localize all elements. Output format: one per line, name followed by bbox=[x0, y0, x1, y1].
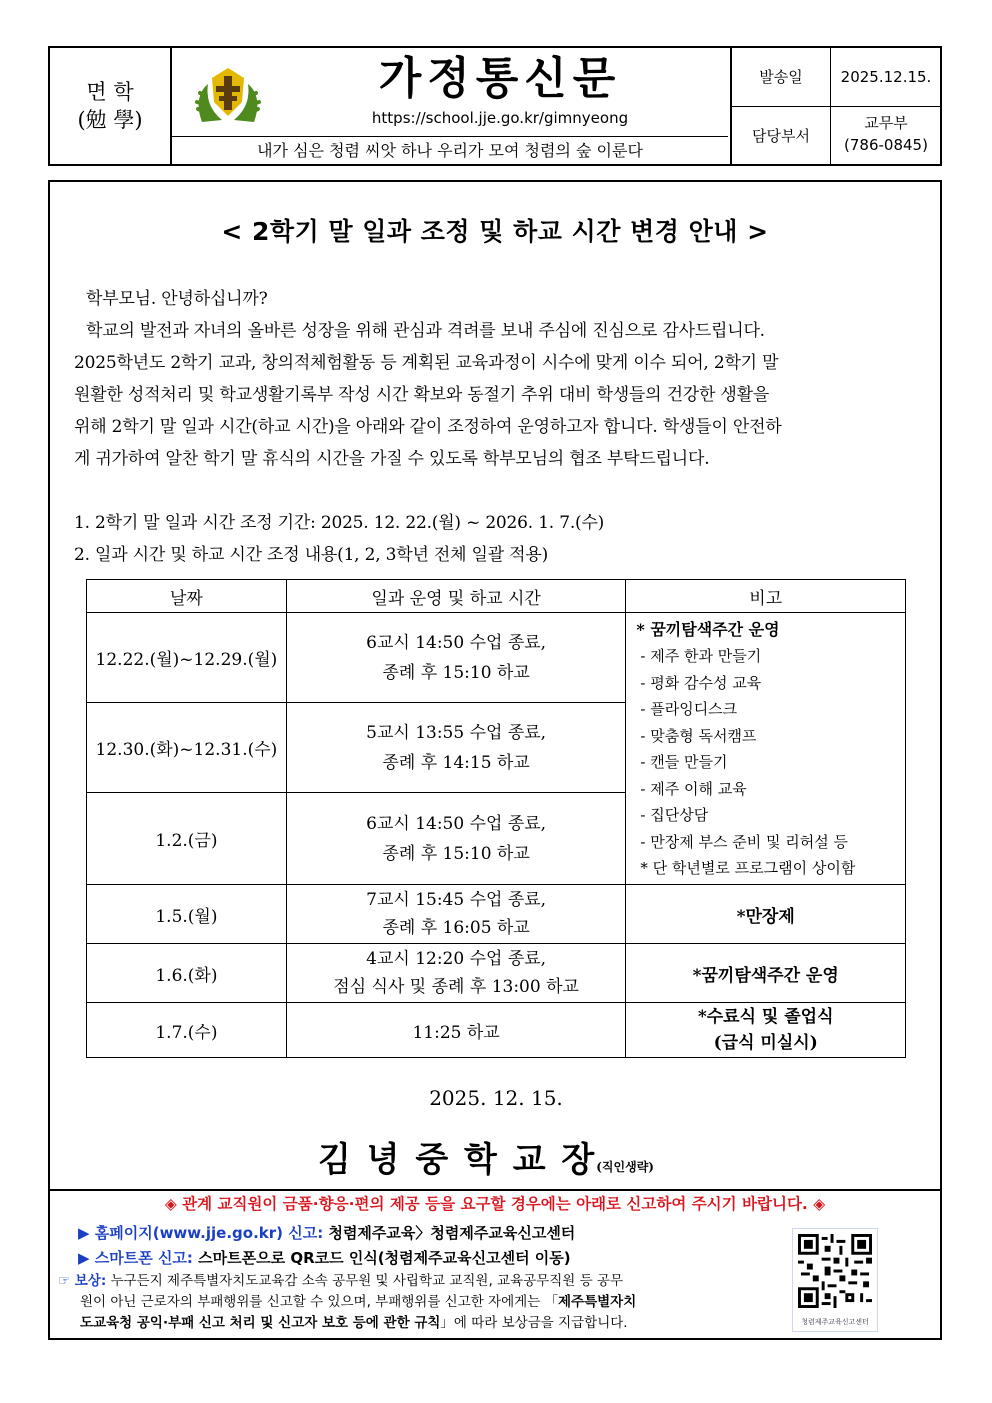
time-text: 종례 후 16:05 하교 bbox=[382, 918, 530, 938]
note-cell: *꿈끼탐색주간 운영 bbox=[626, 944, 906, 1003]
list-item: - 플라잉디스크 bbox=[640, 700, 738, 718]
table-row bbox=[87, 613, 906, 703]
time-cell bbox=[286, 944, 626, 1003]
warning-text: ◈ 관계 교직원이 금품·향응·편의 제공 등을 요구할 경우에는 아래로 신고하여 주시기 바랍니다. ◈ bbox=[164, 1195, 826, 1213]
schedule-table bbox=[86, 579, 906, 1058]
time-text: 4교시 12:20 수업 종료, bbox=[366, 949, 547, 969]
body-line: 게 귀가하여 알찬 학기 말 휴식의 시간을 가질 수 있도록 학부모님의 협조 부탁드립니다. bbox=[74, 449, 710, 469]
newsletter-header bbox=[48, 46, 942, 166]
school-url[interactable]: https://school.jje.go.kr/gimnyeong bbox=[371, 109, 629, 127]
time-text: 종례 후 14:15 하교 bbox=[382, 752, 530, 773]
note-cell bbox=[626, 1003, 906, 1058]
time-text: 종례 후 15:10 하교 bbox=[382, 662, 530, 683]
date-cell: 12.30.(화)~12.31.(수) bbox=[87, 703, 287, 793]
qr-caption: 청렴제주교육신고센터 bbox=[801, 1318, 869, 1326]
newsletter-category bbox=[50, 78, 170, 134]
qr-code-box[interactable] bbox=[792, 1228, 878, 1332]
reward-rule-name: 제주특별자치 bbox=[558, 1294, 637, 1310]
date-cell: 1.6.(화) bbox=[87, 944, 287, 1003]
date-cell: 1.5.(월) bbox=[87, 885, 287, 944]
page-title: 가정통신문 bbox=[378, 53, 622, 104]
reward-label: ☞ 보상: bbox=[58, 1273, 107, 1289]
column-header: 비고 bbox=[626, 580, 906, 613]
note-cell-merged bbox=[626, 613, 906, 885]
report-warning bbox=[48, 1192, 942, 1214]
qr-code-icon bbox=[798, 1234, 872, 1308]
list-item: - 만장제 부스 준비 및 리허설 등 bbox=[640, 832, 848, 851]
smartphone-label: ▶ 스마트폰 신고: bbox=[78, 1249, 193, 1267]
schedule-scope: 2. 일과 시간 및 하교 시간 조정 내용(1, 2, 3학년 전체 일괄 적용) bbox=[74, 545, 549, 565]
principal-signature bbox=[318, 1132, 738, 1181]
date-cell: 1.7.(수) bbox=[87, 1003, 287, 1058]
note-text: *수료식 및 졸업식 bbox=[697, 1007, 834, 1027]
issue-date: 2025.12.15. bbox=[840, 68, 932, 86]
homepage-link[interactable]: ▶ 홈페이지(www.jje.go.kr) 신고: bbox=[78, 1224, 324, 1242]
body-line: 원활한 성적처리 및 학교생활기록부 작성 시간 확보와 동절기 추위 대비 학생들의 건강한 생활을 bbox=[74, 385, 770, 405]
time-cell bbox=[286, 613, 626, 703]
time-text: 5교시 13:55 수업 종료, bbox=[366, 722, 547, 743]
time-text: 점심 식사 및 종례 후 13:00 하교 bbox=[333, 977, 579, 997]
signature-date: 2025. 12. 15. bbox=[429, 1086, 563, 1110]
smartphone-report bbox=[78, 1247, 571, 1268]
department-name: 교무부 bbox=[864, 114, 908, 132]
table-row bbox=[87, 944, 906, 1003]
list-item: - 제주 이해 교육 bbox=[640, 779, 747, 798]
schedule-period: 1. 2학기 말 일과 시간 조정 기간: 2025. 12. 22.(월) ~ 2026. 1. 7.(수) bbox=[74, 513, 605, 533]
time-cell bbox=[286, 703, 626, 793]
greeting: 학부모님. 안녕하십니까? bbox=[86, 289, 268, 309]
date-cell: 1.2.(금) bbox=[87, 793, 287, 885]
list-item: - 맞춤형 독서캠프 bbox=[640, 726, 757, 745]
note-title: * 꿈끼탐색주간 운영 bbox=[636, 620, 780, 639]
seal-note: (직인생략) bbox=[596, 1160, 654, 1174]
column-header: 일과 운영 및 하교 시간 bbox=[286, 580, 626, 613]
list-item: - 제주 한과 만들기 bbox=[640, 647, 762, 665]
footer-divider bbox=[48, 1189, 942, 1191]
category-hanja: (勉 學) bbox=[77, 108, 143, 132]
body-line: 위해 2학기 말 일과 시간(하교 시간)을 아래와 같이 조정하여 운영하고자 합니다. 학생들이 안전하 bbox=[74, 417, 782, 437]
reward-text: 」에 따라 보상금을 지급합니다. bbox=[440, 1315, 628, 1331]
school-logo bbox=[192, 62, 264, 134]
principal-name: 김 녕 중 학 교 장 bbox=[318, 1140, 597, 1180]
list-item: - 캔들 만들기 bbox=[640, 753, 728, 771]
note-cell: *만장제 bbox=[626, 885, 906, 944]
time-text: 6교시 14:50 수업 종료, bbox=[366, 813, 547, 834]
department-info bbox=[832, 112, 940, 156]
list-item: - 평화 감수성 교육 bbox=[640, 673, 762, 692]
time-text: 종례 후 15:10 하교 bbox=[382, 843, 530, 864]
reward-text: 누구든지 제주특별자치도교육감 소속 공무원 및 사립학교 교직원, 교육공무직원 등 공무 bbox=[110, 1273, 623, 1289]
smartphone-text: 스마트폰으로 QR코드 인식(청렴제주교육신고센터 이동) bbox=[198, 1249, 571, 1267]
category-label: 면 학 bbox=[86, 80, 134, 104]
school-emblem-icon bbox=[192, 62, 264, 134]
table-row bbox=[87, 885, 906, 944]
time-text: 6교시 14:50 수업 종료, bbox=[366, 632, 547, 653]
note-text: (급식 미실시) bbox=[713, 1033, 818, 1053]
department-phone: (786-0845) bbox=[844, 136, 928, 154]
list-item: * 단 학년별로 프로그램이 상이함 bbox=[640, 859, 856, 877]
homepage-report bbox=[78, 1222, 575, 1243]
time-cell bbox=[286, 793, 626, 885]
time-cell bbox=[286, 885, 626, 944]
column-header: 날짜 bbox=[87, 580, 287, 613]
homepage-path: 청렴제주교육〉청렴제주교육신고센터 bbox=[328, 1224, 576, 1242]
school-motto: 내가 심은 청렴 씨앗 하나 우리가 모여 청렴의 숲 이룬다 bbox=[172, 136, 728, 164]
program-list bbox=[636, 643, 905, 882]
issue-date-label: 발송일 bbox=[759, 68, 803, 86]
time-cell: 11:25 하교 bbox=[286, 1003, 626, 1058]
reward-rule-name: 도교육청 공익·부패 신고 처리 및 신고자 보호 등에 관한 규칙 bbox=[80, 1315, 441, 1331]
body-line: 2025학년도 2학기 교과, 창의적체험활동 등 계획된 교육과정이 시수에 맞게 이수 되어, 2학기 말 bbox=[74, 353, 779, 373]
table-header-row bbox=[87, 580, 906, 613]
reward-info bbox=[58, 1271, 728, 1334]
body-line: 학교의 발전과 자녀의 올바른 성장을 위해 관심과 격려를 보내 주심에 진심으로 감사드립니다. bbox=[86, 321, 765, 341]
table-row bbox=[87, 1003, 906, 1058]
reward-text: 원이 아닌 근로자의 부패행위를 신고할 수 있으며, 부패행위를 신고한 자에게는 「 bbox=[80, 1294, 559, 1310]
department-label: 담당부서 bbox=[752, 127, 810, 145]
notice-title: < 2학기 말 일과 조정 및 하교 시간 변경 안내 > bbox=[221, 217, 769, 246]
date-cell: 12.22.(월)~12.29.(월) bbox=[87, 613, 287, 703]
list-item: - 집단상담 bbox=[640, 806, 709, 824]
time-text: 7교시 15:45 수업 종료, bbox=[366, 890, 547, 910]
